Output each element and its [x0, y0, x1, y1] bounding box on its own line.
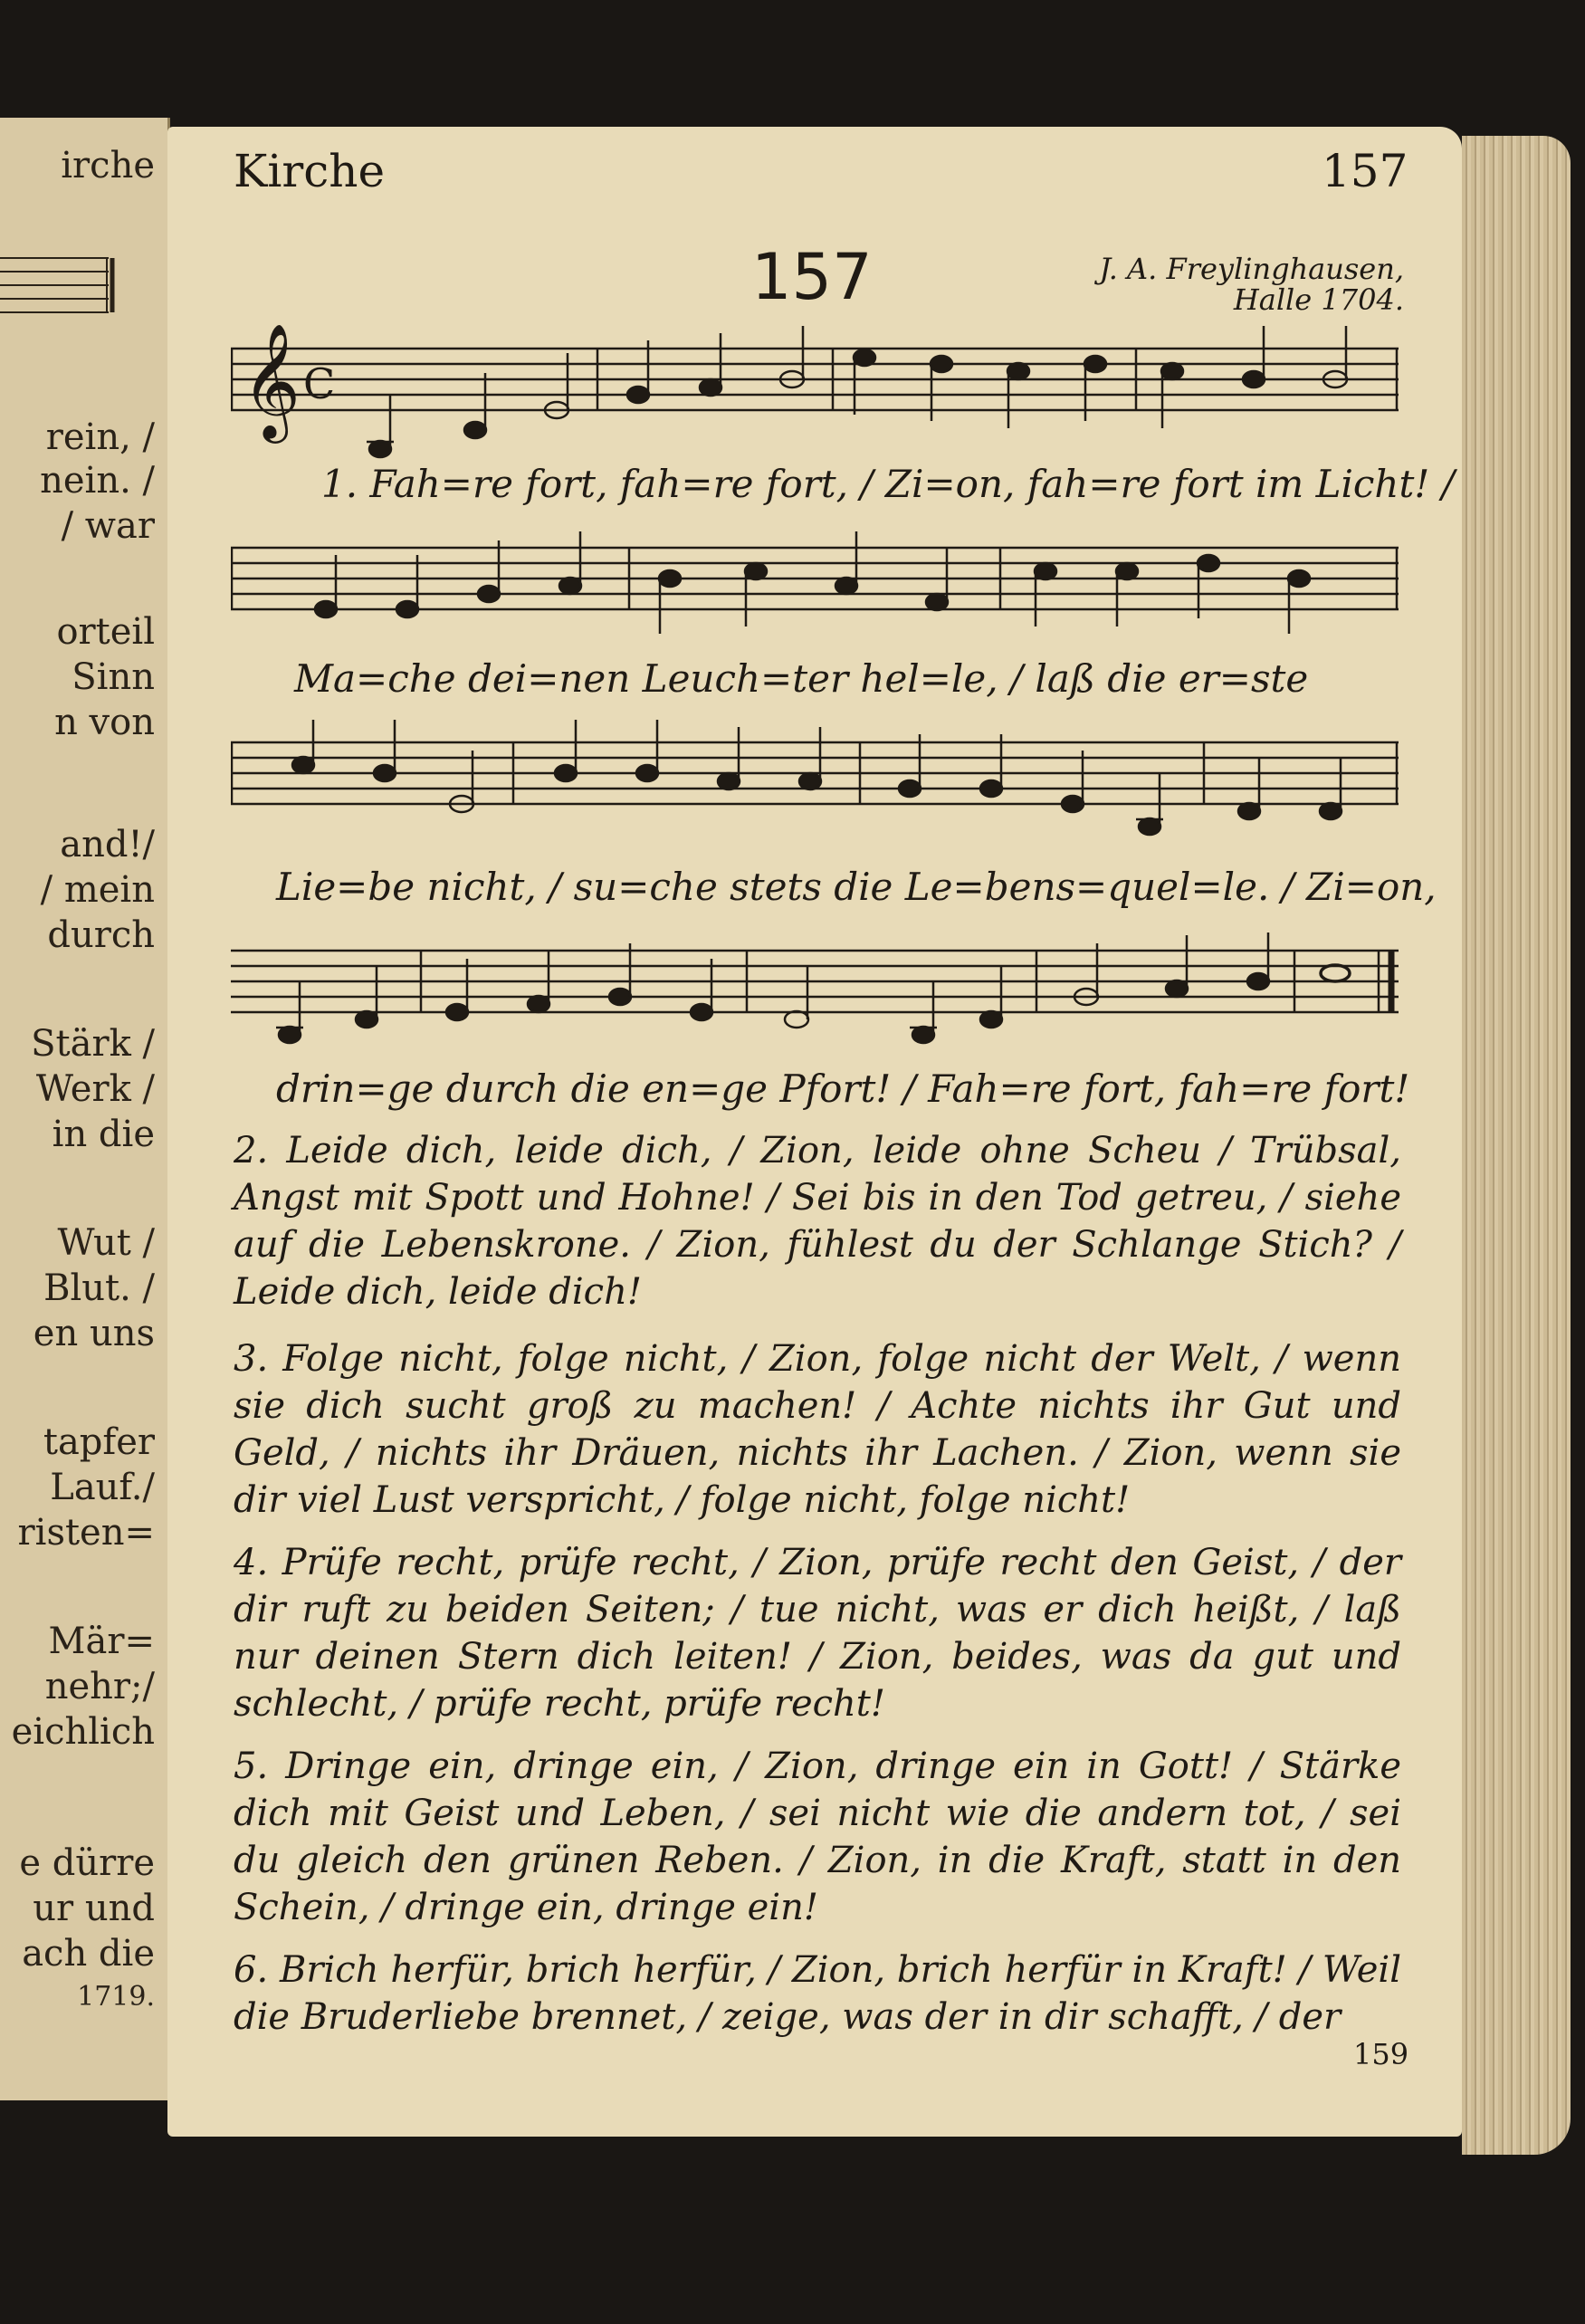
left-fragment: Stärk /	[31, 1023, 155, 1065]
music-staff-1	[231, 308, 1399, 471]
left-fragment: Wut /	[57, 1222, 155, 1264]
verse-4: 4. Prüfe recht, prüfe recht, / Zion, prüfe recht den Geist, / der dir ruft zu beiden Seiten; / tue nicht, was er dich heißt, / laß nur deinen Stern dich leiten! / Zion, beides, was da gut und schlecht, / prüfe recht, prüfe recht!	[234, 1542, 1401, 1725]
left-fragment: durch	[47, 914, 155, 956]
running-header: Kirche	[234, 145, 386, 197]
lyric-line-3: Lie=be nicht, / su=che stets die Le=bens=quel=le. / Zi=on,	[276, 865, 1437, 909]
lyric-line-1: 1. Fah=re fort, fah=re fort, / Zi=on, fah=re fort im Licht! /	[321, 462, 1455, 506]
left-fragment: Werk /	[35, 1068, 155, 1110]
lyric-line-2: Ma=che dei=nen Leuch=ter hel=le, / laß die er=ste	[294, 656, 1309, 701]
left-fragment: / war	[61, 505, 155, 547]
left-fragment: risten=	[17, 1512, 155, 1554]
hymn-number: 157	[751, 240, 873, 314]
left-fragment: en uns	[33, 1313, 155, 1354]
left-staff	[0, 253, 116, 317]
left-page-fragment	[0, 118, 170, 2100]
music-staff-4	[231, 932, 1399, 1077]
left-fragment: / mein	[40, 869, 155, 911]
left-fragment: rein, /	[45, 416, 155, 458]
page-edges	[1462, 136, 1571, 2155]
left-fragment: and!/	[60, 824, 155, 866]
composer-place-year: Halle 1704.	[1233, 282, 1404, 317]
composer-attribution: J. A. Freylinghausen,	[1099, 252, 1404, 286]
verse-5: 5. Dringe ein, dringe ein, / Zion, dringe ein in Gott! / Stärke dich mit Geist und Leben, / sei nicht wie die andern tot, / sei du gleich den grünen Reben. / Zion, in die Kraft, statt in den Schein, / dringe ein, dringe ein!	[234, 1745, 1401, 1928]
left-fragment: nehr;/	[44, 1666, 155, 1707]
left-fragment: eichlich	[11, 1711, 155, 1753]
verse-2: 2. Leide dich, leide dich, / Zion, leide ohne Scheu / Trübsal, Angst mit Spott und Hohne! / Sei bis in den Tod getreu, / siehe auf die Lebenskrone. / Zion, fühlest du der Schlange Stich? / Leide dich, leide dich!	[234, 1130, 1401, 1313]
music-staff-3	[231, 720, 1399, 865]
left-fragment: Sinn	[72, 656, 155, 698]
common-time-icon: C	[303, 359, 336, 408]
left-fragment: tapfer	[43, 1421, 155, 1463]
left-fragment: irche	[61, 145, 155, 186]
music-staff-2	[231, 521, 1399, 647]
lyric-line-4: drin=ge durch die en=ge Pfort! / Fah=re fort, fah=re fort!	[276, 1066, 1410, 1111]
left-fragment: in die	[52, 1114, 155, 1155]
treble-clef-icon: 𝄞	[242, 322, 301, 438]
left-fragment: nein. /	[40, 460, 155, 502]
left-fragment: ur und	[33, 1888, 155, 1929]
verse-3: 3. Folge nicht, folge nicht, / Zion, folge nicht der Welt, / wenn sie dich sucht groß zu machen! / Achte nichts ihr Gut und Geld, / nichts ihr Dräuen, nichts ihr Lachen. / Zion, wenn sie dir viel Lust verspricht, / folge nicht, folge nicht!	[234, 1338, 1401, 1521]
left-fragment: orteil	[56, 611, 155, 653]
left-fragment: Mär=	[48, 1621, 155, 1662]
left-fragment: Lauf./	[50, 1467, 155, 1508]
left-fragment: Blut. /	[43, 1267, 155, 1309]
verse-6: 6. Brich herfür, brich herfür, / Zion, brich herfür in Kraft! / Weil die Bruderliebe brennet, / zeige, was der in dir schafft, / der	[234, 1949, 1401, 2038]
left-fragment: n von	[54, 702, 155, 743]
left-fragment: e dürre	[19, 1842, 155, 1884]
left-fragment: 1719.	[77, 1981, 155, 2013]
signature-mark: 159	[1353, 2037, 1409, 2071]
left-fragment: ach die	[22, 1933, 155, 1975]
page-number: 157	[1322, 145, 1408, 197]
